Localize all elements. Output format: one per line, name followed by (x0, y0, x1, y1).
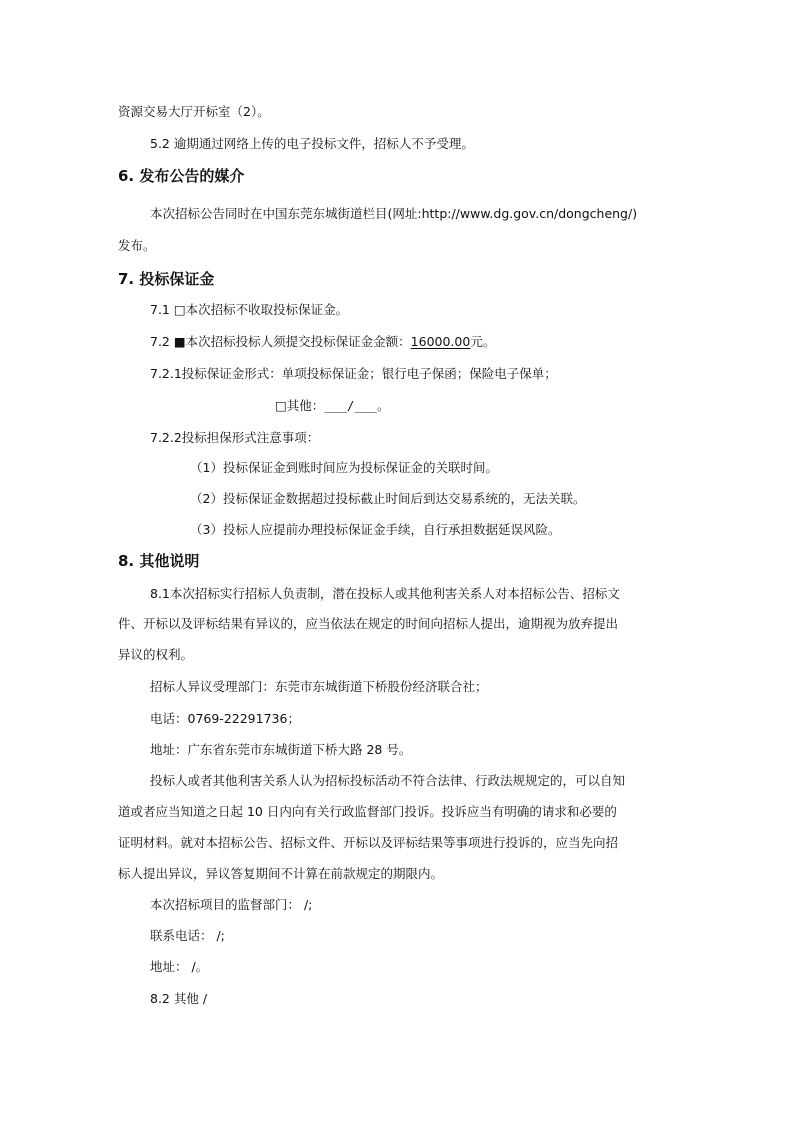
list-item: （2）投标保证金数据超过投标截止时间后到达交易系统的，无法关联。 (190, 491, 586, 506)
text-line: 标人提出异议，异议答复期间不计算在前款规定的期限内。 (118, 866, 444, 881)
text-line (150, 334, 495, 350)
text-line (275, 398, 390, 414)
text-line: 地址：广东省东莞市东城街道下桥大路 28 号。 (150, 742, 412, 757)
text-line: 件、开标以及评标结果有异议的，应当依法在规定的时间向招标人提出，逾期视为放弃提出 (118, 616, 619, 631)
other-value: ___/___ (324, 398, 377, 413)
text-segment: 元。 (470, 334, 496, 349)
text-line: 5.2 逾期通过网络上传的电子投标文件，招标人不予受理。 (150, 136, 474, 151)
text-line: 发布。 (118, 238, 156, 253)
text-line: 7.2.2投标担保形式注意事项： (150, 430, 320, 445)
text-line: 本次招标公告同时在中国东莞东城街道栏目(网址:http://www.dg.gov.cn/dongcheng/) (150, 206, 638, 221)
text-line: 资源交易大厅开标室（2）。 (118, 104, 270, 119)
text-line: 7.1 □本次招标不收取投标保证金。 (150, 302, 349, 317)
text-segment: □其他： (275, 398, 325, 413)
list-item: （1）投标保证金到账时间应为投标保证金的关联时间。 (190, 460, 498, 475)
text-line: 本次招标项目的监督部门： /; (150, 897, 313, 912)
text-line: 地址： /。 (150, 959, 209, 974)
deposit-amount: 16000.00 (410, 334, 471, 349)
text-line: 证明材料。就对本招标公告、招标文件、开标以及评标结果等事项进行投诉的，应当先向招 (118, 835, 619, 850)
text-line: 7.2.1投标保证金形式：单项投标保证金；银行电子保函；保险电子保单； (150, 366, 557, 381)
text-line: 电话：0769-22291736； (150, 711, 300, 726)
list-item: （3）投标人应提前办理投标保证金手续，自行承担数据延误风险。 (190, 522, 561, 537)
text-line: 投标人或者其他利害关系人认为招标投标活动不符合法律、行政法规规定的，可以自知 (150, 773, 626, 788)
section-heading-7: 7. 投标保证金 (118, 270, 215, 288)
text-segment: 7.2 ■本次招标投标人须提交投标保证金金额： (150, 334, 411, 349)
text-line: 联系电话： /; (150, 928, 225, 943)
text-line: 道或者应当知道之日起 10 日内向有关行政监督部门投诉。投诉应当有明确的请求和必要的 (118, 804, 617, 819)
section-heading-6: 6. 发布公告的媒介 (118, 167, 245, 185)
section-heading-8: 8. 其他说明 (118, 552, 200, 570)
text-line: 8.2 其他 / (150, 991, 208, 1006)
text-line: 异议的权利。 (118, 647, 194, 662)
text-line: 招标人异议受理部门：东莞市东城街道下桥股份经济联合社； (150, 679, 488, 694)
text-line: 8.1本次招标实行招标人负责制，潜在投标人或其他利害关系人对本招标公告、招标文 (150, 586, 620, 601)
text-segment: 。 (377, 398, 390, 413)
